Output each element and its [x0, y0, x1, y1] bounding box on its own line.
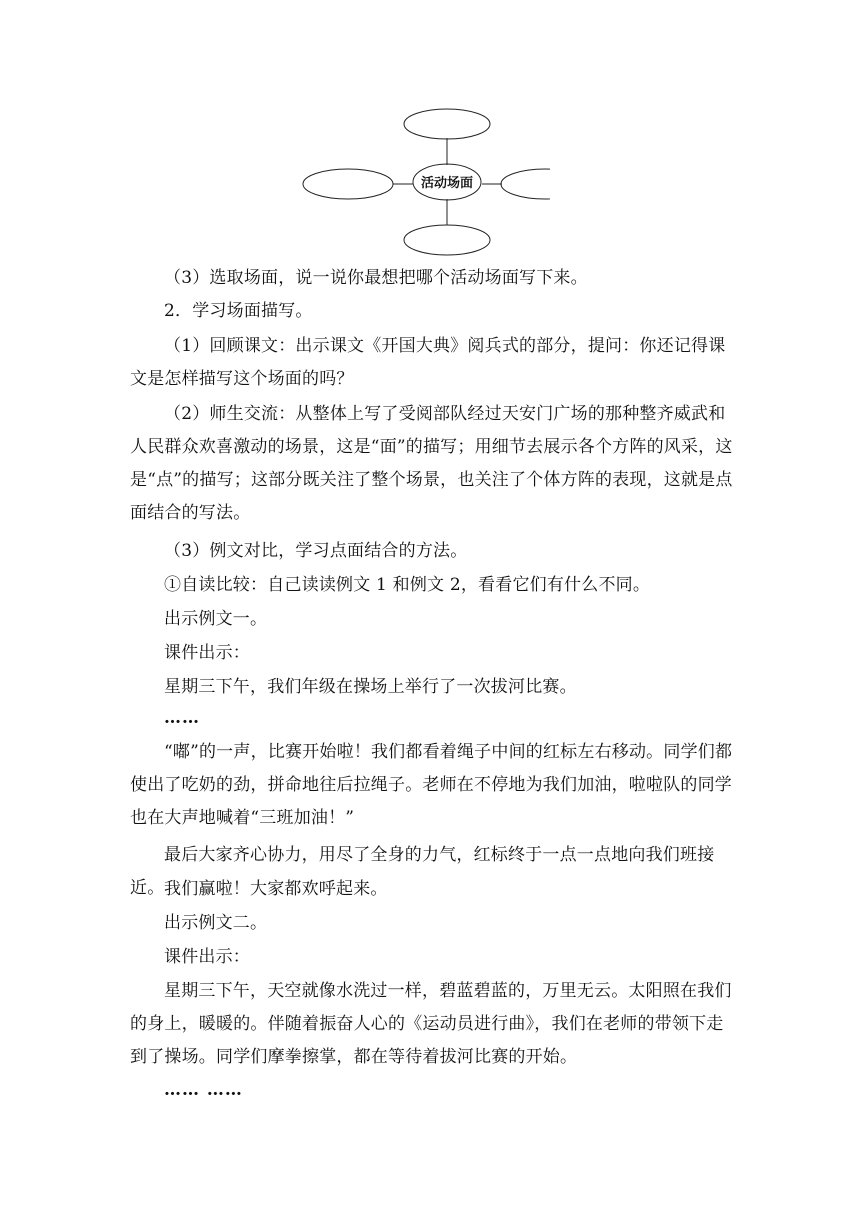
paragraph: 课件出示： [164, 947, 250, 967]
paragraph: 我们赢啦！大家都欢呼起来。 [164, 879, 388, 899]
blank-ellipse-bottom [404, 225, 490, 255]
paragraph: “嘟”的一声，比赛开始啦！我们都看着绳子中间的红标左右移动。同学们都使出了吃奶的劲，拼命地往后拉绳子。老师在不停地为我们加油，啦啦队的同学也在大声地喊着“三班加油！” [130, 742, 733, 828]
paragraph: 出示例文一。 [164, 609, 268, 629]
paragraph: 2．学习场面描写。 [164, 301, 313, 321]
blank-ellipse-top [404, 109, 490, 139]
paragraph: 课件出示： [164, 643, 250, 663]
blank-ellipse-left [303, 169, 393, 199]
activity-scene-mind-map [300, 108, 550, 256]
ellipsis-line: …… [164, 708, 200, 728]
paragraph: （1）回顾课文：出示课文《开国大典》阅兵式的部分，提问：你还记得课文是怎样描写这个场面的吗？ [130, 336, 726, 389]
paragraph: ①自读比较：自己读读例文 1 和例文 2，看看它们有什么不同。 [164, 575, 651, 595]
ellipsis-line: …… …… [164, 1080, 243, 1100]
blank-ellipse-right [501, 169, 550, 199]
paragraph: （3）例文对比，学习点面结合的方法。 [164, 541, 468, 561]
paragraph: 星期三下午，我们年级在操场上举行了一次拔河比赛。 [164, 677, 577, 697]
center-label: 活动场面 [420, 176, 474, 191]
paragraph: （2）师生交流：从整体上写了受阅部队经过天安门广场的那种整齐威武和人民群众欢喜激动的场景，这是“面”的描写；用细节去展示各个方阵的风采，这是“点”的描写；这部分既关注了整个场景，也关注了个体方阵的表现，这就是点面结合的写法。 [130, 404, 733, 523]
paragraph: （3）选取场面，说一说你最想把哪个活动场面写下来。 [164, 268, 588, 288]
paragraph: 最后大家齐心协力，用尽了全身的力气，红标终于一点一点地向我们班接近。 [130, 845, 715, 898]
paragraph: 星期三下午，天空就像水洗过一样，碧蓝碧蓝的，万里无云。太阳照在我们的身上，暖暖的。伴随着振奋人心的《运动员进行曲》，我们在老师的带领下走到了操场。同学们摩拳擦掌，都在等待着拔河比赛的开始。 [130, 981, 732, 1067]
paragraph: 出示例文二。 [164, 913, 268, 933]
